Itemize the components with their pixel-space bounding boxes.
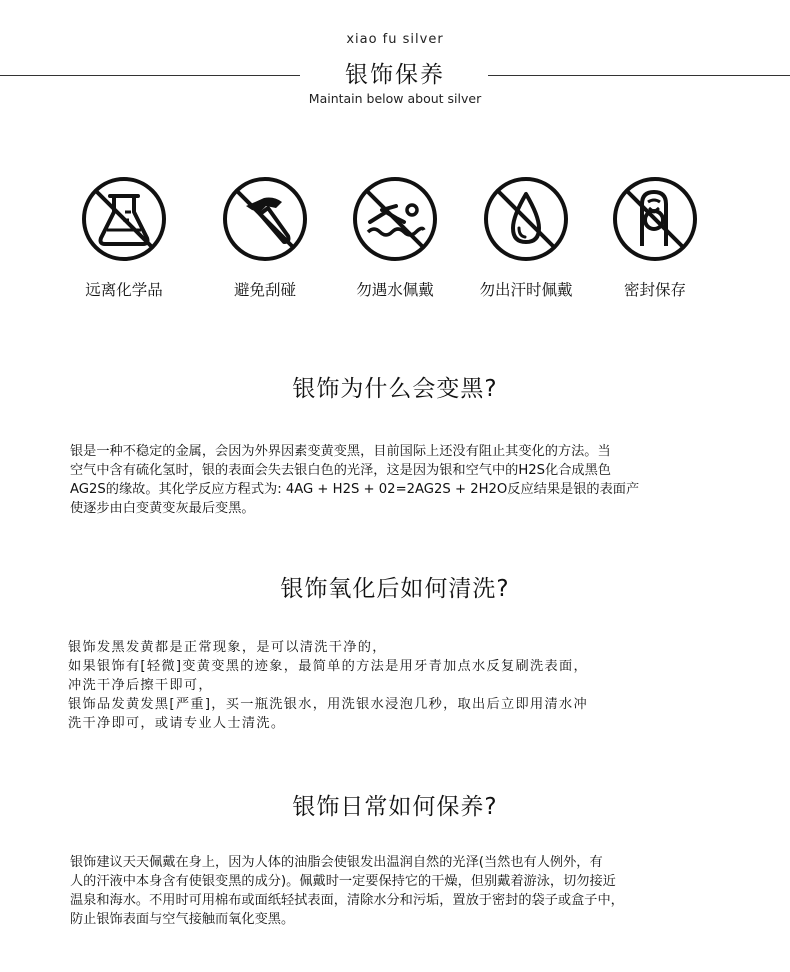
care-item-water xyxy=(325,176,465,300)
paragraph-line: 银是一种不稳定的金属，会因为外界因素变黄变黑，目前国际上还没有阻止其变化的方法。当 xyxy=(70,444,611,459)
care-item-sweat xyxy=(456,176,596,300)
no-chemicals-icon xyxy=(54,176,194,262)
paragraph-line: 银饰建议天天佩戴在身上，因为人体的油脂会使银发出温润自然的光泽(当然也有人例外，有 xyxy=(70,855,603,870)
paragraph-line: 如果银饰有[轻微]变黄变黑的迹象，最简单的方法是用牙青加点水反复刷洗表面， xyxy=(68,659,588,674)
no-sweat-drop-icon xyxy=(456,176,596,262)
care-label-sweat: 勿出汗时佩戴 xyxy=(479,281,573,299)
no-hammer-icon xyxy=(195,176,335,262)
care-item-storage xyxy=(585,176,725,300)
paragraph-line: 空气中含有硫化氢时，银的表面会失去银白色的光泽，这是因为银和空气中的H2S化合成黑色 xyxy=(70,463,611,478)
section-title-cleaning: 银饰氧化后如何清洗? xyxy=(280,576,510,602)
brand-name: xiao fu silver xyxy=(346,32,444,47)
care-item-chemicals xyxy=(54,176,194,300)
page-title: 银饰保养 xyxy=(345,62,445,88)
care-label-storage: 密封保存 xyxy=(623,281,686,299)
page-subtitle: Maintain below about silver xyxy=(308,91,482,106)
no-swimming-icon xyxy=(325,176,465,262)
paragraph-line: 冲洗干净后擦干即可， xyxy=(68,678,213,693)
paragraph-line: 防止银饰表面与空气接触而氧化变黑。 xyxy=(70,912,295,927)
care-label-hammer: 避免刮碰 xyxy=(233,281,296,299)
sealed-ring-icon xyxy=(585,176,725,262)
paragraph-line: 银饰发黑发黄都是正常现象，是可以清洗干净的， xyxy=(68,640,387,655)
care-label-water: 勿遇水佩戴 xyxy=(356,281,434,299)
care-item-hammer xyxy=(195,176,335,300)
paragraph-line: 银饰品发黄发黑[严重]，买一瓶洗银水，用洗银水浸泡几秒，取出后立即用清水冲 xyxy=(68,697,588,712)
section-title-daily-care: 银饰日常如何保养? xyxy=(292,794,498,820)
paragraph-line: 使逐步由白变黄变灰最后变黑。 xyxy=(70,501,255,516)
care-label-chemicals: 远离化学品 xyxy=(85,281,163,299)
section-body-blackening xyxy=(70,442,639,518)
section-title-blackening: 银饰为什么会变黑? xyxy=(292,376,498,402)
care-icons-row xyxy=(0,176,790,316)
section-body-daily-care xyxy=(70,853,624,929)
paragraph-line: 人的汗液中本身含有使银变黑的成分)。佩戴时一定要保持它的干燥，但别戴着游泳，切勿接近 xyxy=(70,874,616,889)
paragraph-line: 洗干净即可，或请专业人士清洗。 xyxy=(68,716,286,731)
section-body-cleaning xyxy=(68,638,588,733)
paragraph-line: 温泉和海水。不用时可用棉布或面纸轻拭表面，清除水分和污垢，置放于密封的袋子或盒子中， xyxy=(70,893,624,908)
paragraph-line: AG2S的缘故。其化学反应方程式为: 4AG + H2S + 02=2AG2S + 2H2O反应结果是银的表面产 xyxy=(70,482,640,497)
